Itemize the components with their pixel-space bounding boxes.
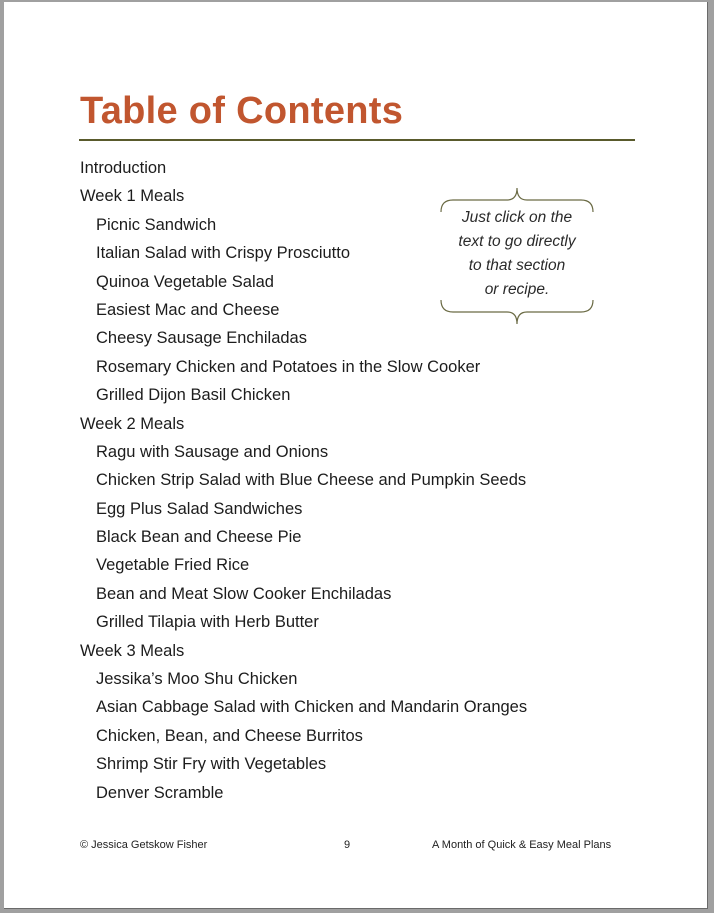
toc-recipe-link[interactable]: Ragu with Sausage and Onions [96, 442, 329, 461]
toc-recipe-link[interactable]: Asian Cabbage Salad with Chicken and Mandarin Oranges [96, 698, 528, 717]
toc-recipe-link[interactable]: Rosemary Chicken and Potatoes in the Slow Cooker [96, 357, 481, 376]
toc-recipe-link[interactable]: Vegetable Fried Rice [96, 556, 250, 575]
toc-recipe-link[interactable]: Shrimp Stir Fry with Vegetables [96, 755, 327, 774]
callout-text [437, 206, 597, 302]
page-title: Table of Contents [80, 90, 404, 132]
toc-section-link[interactable]: Week 1 Meals [80, 187, 185, 206]
callout-line: to that section [468, 257, 566, 274]
toc-recipe-link[interactable]: Denver Scramble [96, 783, 224, 802]
toc-recipe-link[interactable]: Jessika’s Moo Shu Chicken [96, 670, 298, 689]
toc-recipe-link[interactable]: Quinoa Vegetable Salad [96, 272, 274, 291]
toc-recipe-link[interactable]: Easiest Mac and Cheese [96, 300, 280, 319]
toc-section-link[interactable]: Week 2 Meals [80, 414, 185, 433]
title-divider [79, 139, 635, 141]
callout-note [437, 185, 597, 327]
callout-line: Just click on the [461, 209, 573, 226]
toc-recipe-link[interactable]: Grilled Tilapia with Herb Butter [96, 613, 319, 632]
footer-copyright: © Jessica Getskow Fisher [80, 839, 208, 851]
toc-recipe-link[interactable]: Chicken, Bean, and Cheese Burritos [96, 726, 363, 745]
toc-section-link[interactable]: Week 3 Meals [80, 641, 185, 660]
toc-recipe-link[interactable]: Cheesy Sausage Enchiladas [96, 329, 307, 348]
toc-recipe-link[interactable]: Bean and Meat Slow Cooker Enchiladas [96, 584, 392, 603]
toc-recipe-link[interactable]: Grilled Dijon Basil Chicken [96, 386, 291, 405]
footer-book-title: A Month of Quick & Easy Meal Plans [432, 839, 612, 851]
toc-recipe-link[interactable]: Black Bean and Cheese Pie [96, 528, 302, 547]
document-page [4, 2, 708, 909]
toc-recipe-link[interactable]: Chicken Strip Salad with Blue Cheese and Pumpkin Seeds [96, 471, 527, 490]
toc-recipe-link[interactable]: Picnic Sandwich [96, 215, 217, 234]
callout-line: or recipe. [484, 281, 550, 298]
footer-page-number: 9 [344, 839, 351, 851]
callout-line: text to go directly [458, 233, 576, 250]
toc-recipe-link[interactable]: Egg Plus Salad Sandwiches [96, 499, 303, 518]
toc-section-link[interactable]: Introduction [80, 159, 167, 177]
toc-recipe-link[interactable]: Italian Salad with Crispy Prosciutto [96, 244, 351, 263]
